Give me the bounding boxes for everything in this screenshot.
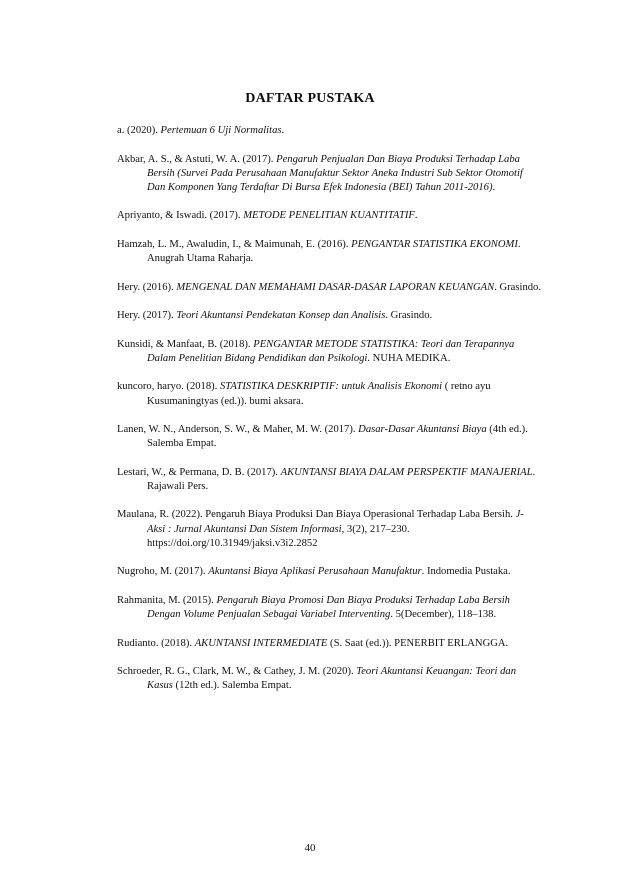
reference-text: Lanen, W. N., Anderson, S. W., & Maher, M. W. (2017). bbox=[117, 424, 359, 436]
reference-entry bbox=[117, 466, 542, 494]
reference-title: PENGANTAR STATISTIKA EKONOMI bbox=[351, 238, 518, 250]
reference-list bbox=[117, 124, 542, 708]
reference-text: Apriyanto, & Iswadi. (2017). bbox=[117, 210, 244, 222]
page-title: DAFTAR PUSTAKA bbox=[245, 91, 375, 106]
reference-entry bbox=[117, 338, 542, 366]
reference-title: AKUNTANSI INTERMEDIATE bbox=[194, 637, 328, 649]
reference-text: . Anugrah Utama Raharja. bbox=[147, 238, 521, 265]
reference-text: . Grasindo. bbox=[494, 281, 541, 293]
reference-text: Kunsidi, & Manfaat, B. (2018). bbox=[117, 338, 254, 350]
reference-text: . 5(December), 118–138. bbox=[390, 609, 497, 621]
reference-text: , 3(2), 217–230. https://doi.org/10.31949/jaksi.v3i2.2852 bbox=[147, 523, 410, 549]
reference-entry bbox=[117, 281, 542, 295]
reference-text: . bbox=[281, 125, 285, 136]
reference-text: . Indomedia Pustaka. bbox=[421, 566, 511, 578]
reference-text: (4th ed.). Salemba Empat. bbox=[147, 424, 528, 450]
reference-entry bbox=[117, 124, 542, 138]
reference-text: a. (2020). bbox=[117, 125, 161, 136]
reference-text: . Rajawali Pers. bbox=[147, 466, 536, 492]
reference-title: Teori Akuntansi Keuangan: Teori dan Kasus bbox=[147, 666, 517, 692]
reference-title: Dasar-Dasar Akuntansi Biaya bbox=[358, 424, 487, 436]
reference-entry bbox=[117, 209, 542, 223]
reference-title: AKUNTANSI BIAYA DALAM PERSPEKTIF MANAJERIAL bbox=[280, 466, 533, 478]
reference-title: PENGANTAR METODE STATISTIKA: Teori dan Terapannya Dalam Penelitian Bidang Pendidikan dan Psikologi bbox=[147, 338, 515, 364]
reference-text: ( retno ayu Kusumaningtyas (ed.)). bumi aksara. bbox=[147, 381, 491, 407]
reference-entry bbox=[117, 380, 542, 408]
reference-text: kuncoro, haryo. (2018). bbox=[117, 381, 220, 393]
reference-entry bbox=[117, 423, 542, 451]
reference-entry bbox=[117, 309, 542, 323]
reference-entry bbox=[117, 594, 542, 622]
reference-text: Rahmanita, M. (2015). bbox=[117, 594, 217, 606]
reference-title: STATISTIKA DESKRIPTIF: untuk Analisis Ekonomi bbox=[219, 381, 443, 393]
reference-text: Nugroho, M. (2017). bbox=[117, 566, 209, 578]
reference-title: Pengaruh Penjualan Dan Biaya Produksi Terhadap Laba Bersih (Survei Pada Perusahaan Manufaktur Sektor Aneka Industri Sub Sektor Otomotif Dan Komponen Yang Terdaftar Di Bursa Efek Indonesia (BEI) Tahun 2011-2016) bbox=[147, 153, 523, 193]
reference-title: MENGENAL DAN MEMAHAMI DASAR-DASAR LAPORAN KEUANGAN bbox=[176, 281, 495, 293]
reference-text: Maulana, R. (2022). Pengaruh Biaya Produksi Dan Biaya Operasional Terhadap Laba Bersih. bbox=[117, 509, 516, 521]
reference-text: (S. Saat (ed.)). PENERBIT ERLANGGA. bbox=[327, 637, 509, 649]
reference-text: Hery. (2017). bbox=[117, 310, 177, 322]
reference-entry bbox=[117, 238, 542, 266]
reference-entry bbox=[117, 637, 542, 651]
reference-entry bbox=[117, 665, 542, 693]
reference-entry bbox=[117, 565, 542, 579]
reference-text: Akbar, A. S., & Astuti, W. A. (2017). bbox=[117, 153, 277, 165]
reference-title: Akuntansi Biaya Aplikasi Perusahaan Manufaktur bbox=[208, 566, 422, 578]
reference-title: J-Aksi : Jurnal Akuntansi Dan Sistem Informasi bbox=[147, 509, 524, 535]
reference-text: Lestari, W., & Permana, D. B. (2017). bbox=[117, 466, 281, 478]
reference-text: Rudianto. (2018). bbox=[117, 637, 195, 649]
reference-title: Pertemuan 6 Uji Normalitas bbox=[160, 125, 282, 136]
page-number: 40 bbox=[304, 842, 316, 854]
reference-text: Hamzah, L. M., Awaludin, I., & Maimunah, E. (2016). bbox=[117, 238, 352, 250]
reference-title: Teori Akuntansi Pendekatan Konsep dan Analisis bbox=[176, 310, 386, 322]
reference-text: . NUHA MEDIKA. bbox=[367, 352, 451, 364]
reference-entry bbox=[117, 508, 542, 551]
reference-entry bbox=[117, 153, 542, 196]
reference-text: . Grasindo. bbox=[385, 310, 433, 322]
reference-text: . bbox=[492, 181, 496, 193]
reference-text: Hery. (2016). bbox=[117, 281, 177, 293]
reference-title: METODE PENELITIAN KUANTITATIF bbox=[243, 210, 415, 222]
reference-text: (12th ed.). Salemba Empat. bbox=[172, 680, 292, 692]
reference-text: . bbox=[414, 210, 418, 222]
reference-title: Pengaruh Biaya Promosi Dan Biaya Produksi Terhadap Laba Bersih Dengan Volume Penjualan Sebagai Variabel Interventing bbox=[147, 594, 510, 621]
reference-text: Schroeder, R. G., Clark, M. W., & Cathey, J. M. (2020). bbox=[117, 666, 357, 678]
